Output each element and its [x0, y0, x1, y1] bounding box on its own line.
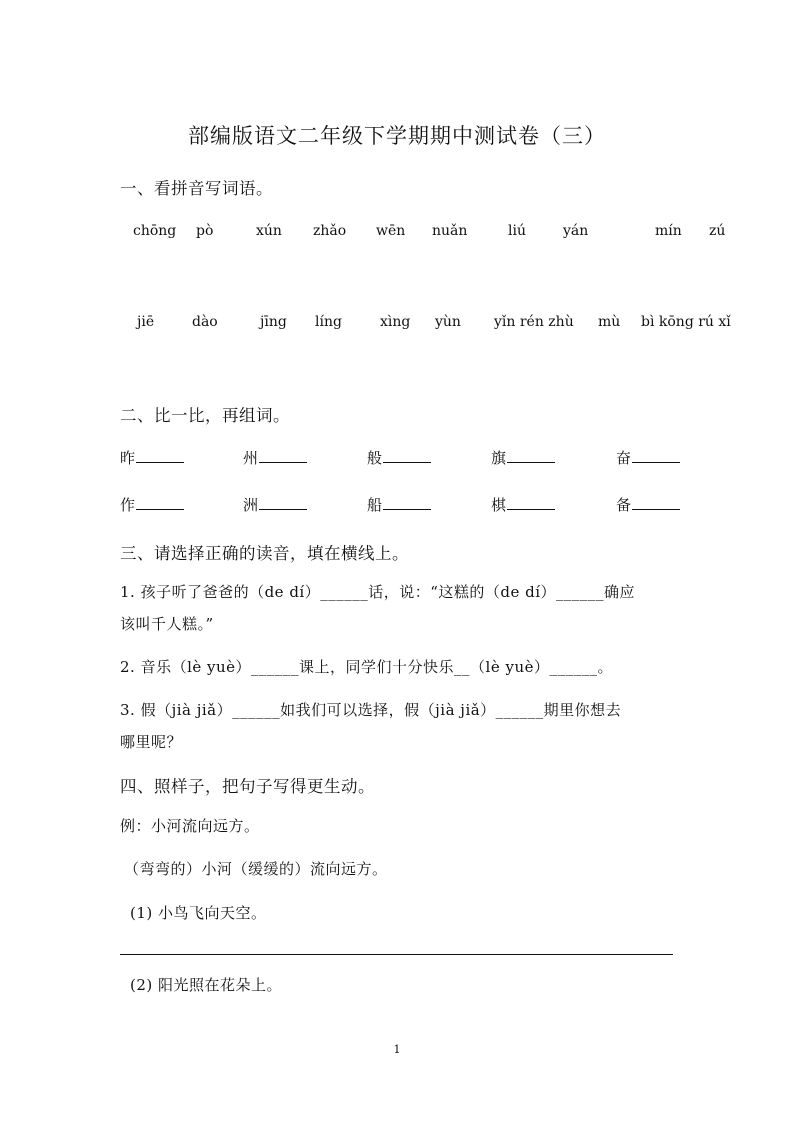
pinyin: chōng: [133, 223, 177, 239]
pinyin: jīng: [260, 314, 287, 330]
pinyin: yán: [563, 223, 589, 239]
compare-item: [120, 447, 184, 468]
answer-blank[interactable]: [383, 448, 431, 463]
pinyin: mín: [655, 223, 682, 239]
pinyin: zhǎo: [313, 223, 347, 239]
pinyin: nuǎn: [432, 223, 468, 239]
question-3: 3. 假（jià jiǎ）______如我们可以选择，假（jià jiǎ）______期里你想去: [120, 701, 622, 719]
compare-item: [367, 447, 431, 468]
pinyin: zú: [709, 223, 726, 239]
compare-char: 棋: [491, 496, 507, 514]
answer-blank[interactable]: [383, 495, 431, 510]
compare-char: 奋: [616, 449, 632, 467]
pinyin: wēn: [376, 223, 406, 239]
compare-char: 州: [243, 449, 259, 467]
pinyin: líng: [315, 314, 342, 330]
compare-item: [616, 494, 680, 515]
pinyin: xìng: [380, 314, 411, 330]
question-3-cont: 哪里呢？: [120, 733, 183, 751]
answer-blank[interactable]: [507, 448, 555, 463]
compare-char: 船: [367, 496, 383, 514]
compare-item: [616, 447, 680, 468]
pinyin: bì kōng rú xǐ: [641, 314, 731, 330]
pinyin: pò: [196, 223, 214, 239]
compare-char: 昨: [120, 449, 136, 467]
page-number: 1: [393, 1043, 401, 1056]
answer-blank[interactable]: [136, 495, 184, 510]
compare-char: 般: [367, 449, 383, 467]
section4-heading: 四、照样子，把句子写得更生动。: [120, 777, 375, 796]
compare-item: [367, 494, 431, 515]
pinyin: mù: [598, 314, 621, 330]
compare-char: 作: [120, 496, 136, 514]
compare-item: [243, 447, 307, 468]
pinyin: yùn: [435, 314, 461, 330]
compare-item: [491, 447, 555, 468]
answer-blank[interactable]: [136, 448, 184, 463]
answer-blank[interactable]: [259, 495, 307, 510]
section1-heading: 一、看拼音写词语。: [120, 179, 273, 198]
answer-blank[interactable]: [259, 448, 307, 463]
example-sentence: 例：小河流向远方。: [120, 817, 260, 835]
pinyin: liú: [508, 223, 526, 239]
pinyin: jiē: [137, 314, 155, 330]
compare-char: 旗: [491, 449, 507, 467]
example-answer: （弯弯的）小河（缓缓的）流向远方。: [124, 860, 388, 878]
item-1: (1) 小鸟飞向天空。: [130, 904, 267, 922]
compare-item: [120, 494, 184, 515]
pinyin: xún: [256, 223, 282, 239]
pinyin: dào: [192, 314, 218, 330]
answer-line[interactable]: [120, 954, 673, 955]
question-2: 2. 音乐（lè yuè）______课上，同学们十分快乐__（lè yuè）______。: [120, 658, 613, 676]
answer-blank[interactable]: [507, 495, 555, 510]
compare-char: 洲: [243, 496, 259, 514]
compare-char: 备: [616, 496, 632, 514]
question-1-cont: 该叫千人糕。”: [120, 615, 214, 633]
answer-blank[interactable]: [632, 495, 680, 510]
item-2: (2) 阳光照在花朵上。: [130, 976, 283, 994]
answer-blank[interactable]: [632, 448, 680, 463]
compare-item: [243, 494, 307, 515]
question-1: 1. 孩子听了爸爸的（de dí）______话，说：“这糕的（de dí）______确应: [120, 583, 636, 601]
section2-heading: 二、比一比，再组词。: [120, 406, 290, 425]
pinyin: yǐn rén zhù: [494, 314, 574, 330]
section3-heading: 三、请选择正确的读音，填在横线上。: [120, 544, 409, 563]
page-title: 部编版语文二年级下学期期中测试卷（三）: [188, 124, 606, 148]
compare-item: [491, 494, 555, 515]
